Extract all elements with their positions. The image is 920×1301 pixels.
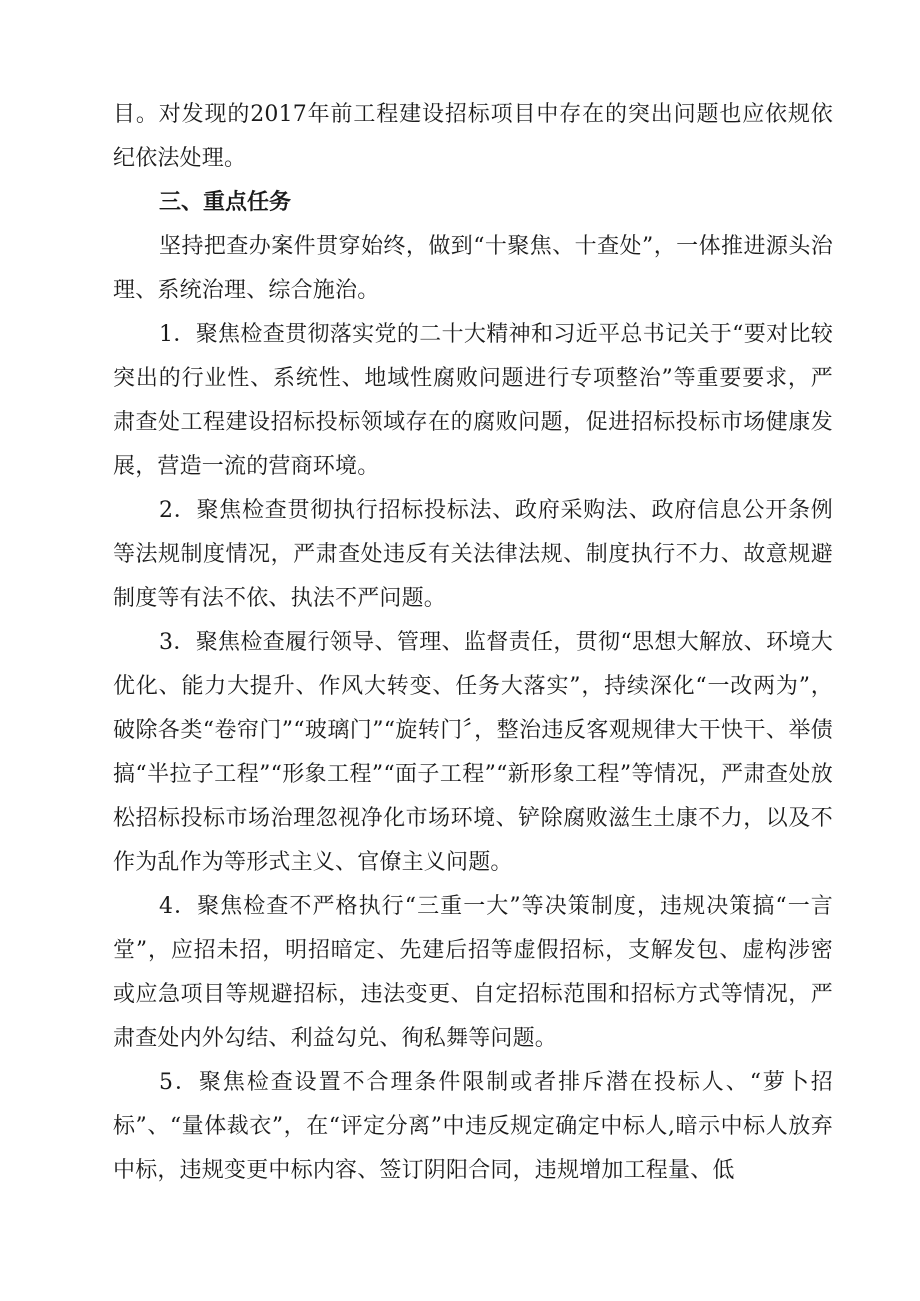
paragraph-item-3: 3．聚焦检查履行领导、管理、监督责任，贯彻“思想大解放、环境大优化、能力大提升、作风大转变、任务大落实”，持续深化“一改两为”，破除各类“卷帘门”“玻璃门”“旋转门〞，整治违反客观规律大干快干、举债搞“半拉子工程”“形象工程”“面子工程”“新形象工程”等情况，严肃查处放松招标投标市场治理忽视净化市场环境、铲除腐败滋生土康不力，以及不作为乱作为等形式主义、官僚主义问题。 <box>113 630 833 875</box>
paragraph-item-5: 5．聚焦检查设置不合理条件限制或者排斥潜在投标人、“萝卜招标”、“量体裁衣”，在“评定分离”中违反规定确定中标人,暗示中标人放弃中标，违规变更中标内容、签订阴阳合同，违规增加工程量、低 <box>113 1070 833 1183</box>
paragraph-item-4: 4．聚焦检查不严格执行“三重一大”等决策制度，违规决策搞“一言堂”，应招未招，明招暗定、先建后招等虚假招标，支解发包、虚构涉密或应急项目等规避招标，违法变更、自定招标范围和招标方式等情况，严肃查处内外勾结、利益勾兑、徇私舞等问题。 <box>113 894 833 1051</box>
document-body <box>113 93 833 1193</box>
paragraph-item-2: 2．聚焦检查贯彻执行招标投标法、政府采购法、政府信息公开条例等法规制度情况，严肃查处违反有关法律法规、制度执行不力、故意规避制度等有法不依、执法不严问题。 <box>113 498 833 611</box>
paragraph-continuation: 目。对发现的2017年前工程建设招标项目中存在的突出问题也应依规依纪依法处理。 <box>113 102 833 171</box>
paragraph-item-1: 1．聚焦检查贯彻落实党的二十大精神和习近平总书记关于“要对比较突出的行业性、系统性、地域性腐败问题进行专项整治”等重要要求，严肃查处工程建设招标投标领域存在的腐败问题，促进招标投标市场健康发展，营造一流的营商环境。 <box>113 322 833 479</box>
section-heading-key-tasks: 三、重点任务 <box>159 190 292 215</box>
paragraph-intro: 坚持把查办案件贯穿始终，做到“十聚焦、十查处”，一体推进源头治理、系统治理、综合施治。 <box>113 234 833 303</box>
